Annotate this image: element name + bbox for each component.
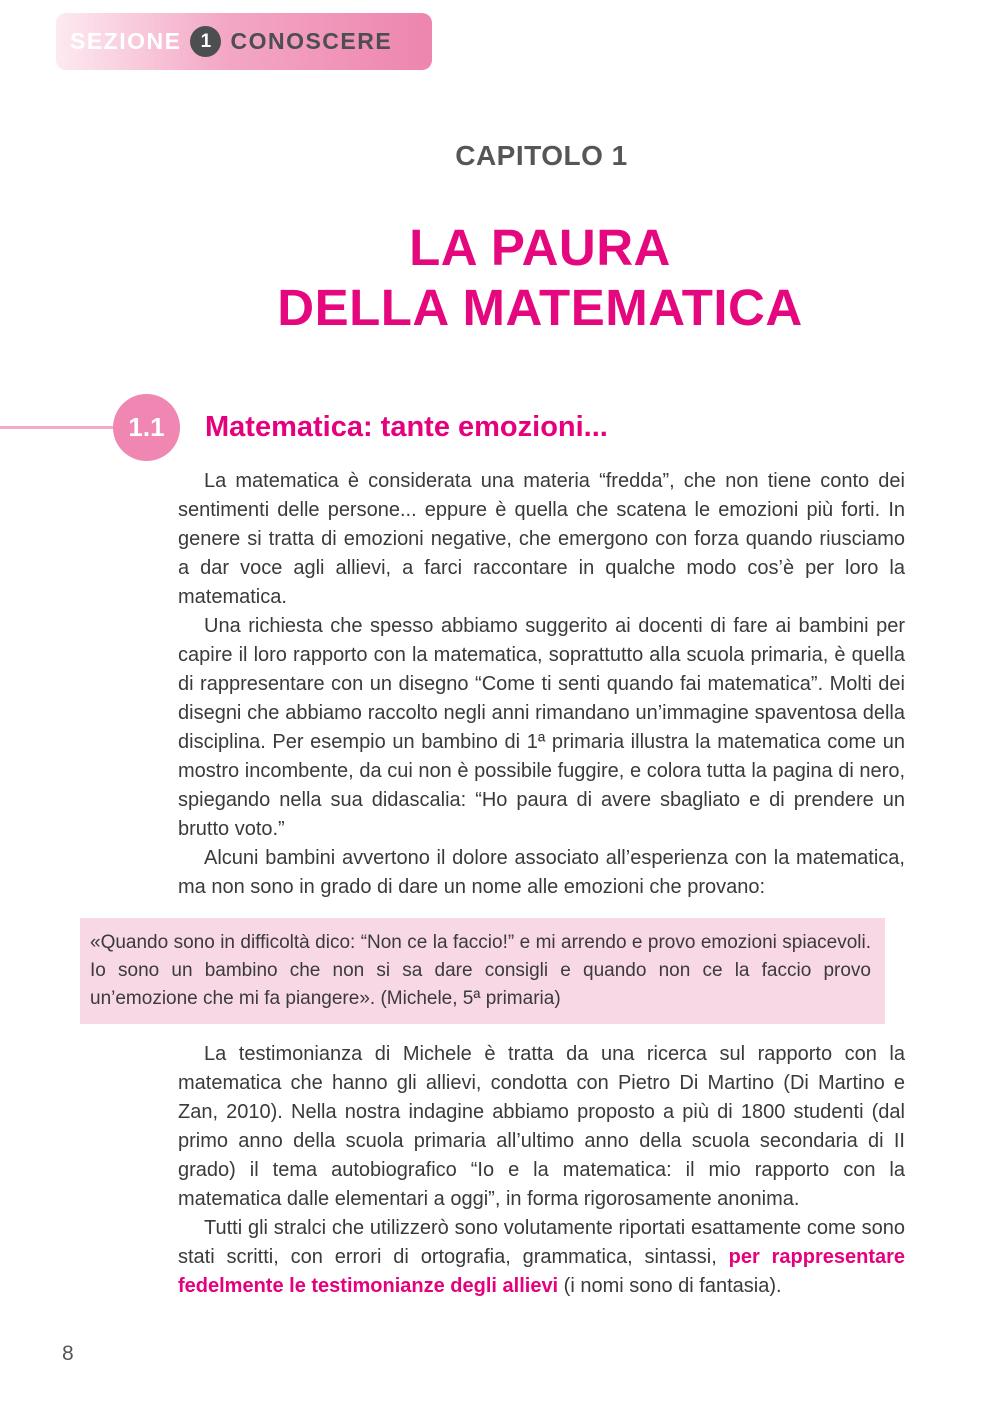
body-text <box>90 467 906 1301</box>
chapter-kicker: CAPITOLO 1 <box>455 140 628 171</box>
chapter-title-line1: LA PAURA <box>409 219 671 276</box>
section-label: SEZIONE <box>70 28 182 54</box>
student-quote: «Quando sono in difficoltà dico: “Non ce la faccio!” e mi arrendo e provo emozioni spiacevoli. Io sono un bambino che non si sa dare consigli e quando non ce la faccio provo un’emozione che mi fa piangere». (Michele, 5ª primaria) <box>80 918 885 1024</box>
subsection-number-badge <box>113 394 180 461</box>
paragraph-5-text-start: Tutti gli stralci che utilizzerò sono volutamente riportati esattamente come sono stati scritti, con errori di ortografia, grammatica, sintassi, <box>178 1217 905 1268</box>
paragraph-5-text-end: (i nomi sono di fantasia). <box>558 1275 782 1297</box>
section-name: CONOSCERE <box>230 28 393 54</box>
page-number: 8 <box>62 1342 74 1365</box>
chapter-title <box>115 218 965 338</box>
section-banner <box>56 13 432 70</box>
paragraph-5 <box>178 1214 905 1301</box>
paragraph-5-emphasis: per rappresentare fedelmente le testimonianze degli allievi <box>178 1246 906 1297</box>
paragraph-4: La testimonianza di Michele è tratta da una ricerca sul rapporto con la matematica che hanno gli allievi, condotta con Pietro Di Martino (Di Martino e Zan, 2010). Nella nostra indagine abbiamo proposto a più di 1800 studenti (dal primo anno della scuola primaria all’ultimo anno della scuola secondaria di II grado) il tema autobiografico “Io e la matematica: il mio rapporto con la matematica dalle elementari a oggi”, in forma rigorosamente anonima. <box>178 1043 905 1210</box>
subsection-title: Matematica: tante emozioni... <box>205 411 608 443</box>
paragraph-3: Alcuni bambini avvertono il dolore associato all’esperienza con la matematica, ma non sono in grado di dare un nome alle emozioni che provano: <box>178 847 905 898</box>
paragraph-1: La matematica è considerata una materia “fredda”, che non tiene conto dei sentimenti delle persone... eppure è quella che scatena le emozioni più forti. In genere si tratta di emozioni negative, che emergono con forza quando riusciamo a dar voce agli allievi, a farci raccontare in qualche modo cos’è per loro la matematica. <box>178 470 905 608</box>
section-number-badge <box>190 26 221 57</box>
chapter-title-line2: DELLA MATEMATICA <box>277 279 803 336</box>
paragraph-2: Una richiesta che spesso abbiamo suggerito ai docenti di fare ai bambini per capire il loro rapporto con la matematica, soprattutto alla scuola primaria, è quella di rappresentare con un disegno “Come ti senti quando fai matematica”. Molti dei disegni che abbiamo raccolto negli anni rimandano un’immagine spaventosa della disciplina. Per esempio un bambino di 1ª primaria illustra la matematica come un mostro incombente, da cui non è possibile fuggire, e colora tutta la pagina di nero, spiegando nella sua didascalia: “Ho paura di avere sbagliato e di prendere un brutto voto.” <box>178 615 905 840</box>
subsection-number: 1.1 <box>128 412 165 442</box>
section-number: 1 <box>200 30 212 52</box>
